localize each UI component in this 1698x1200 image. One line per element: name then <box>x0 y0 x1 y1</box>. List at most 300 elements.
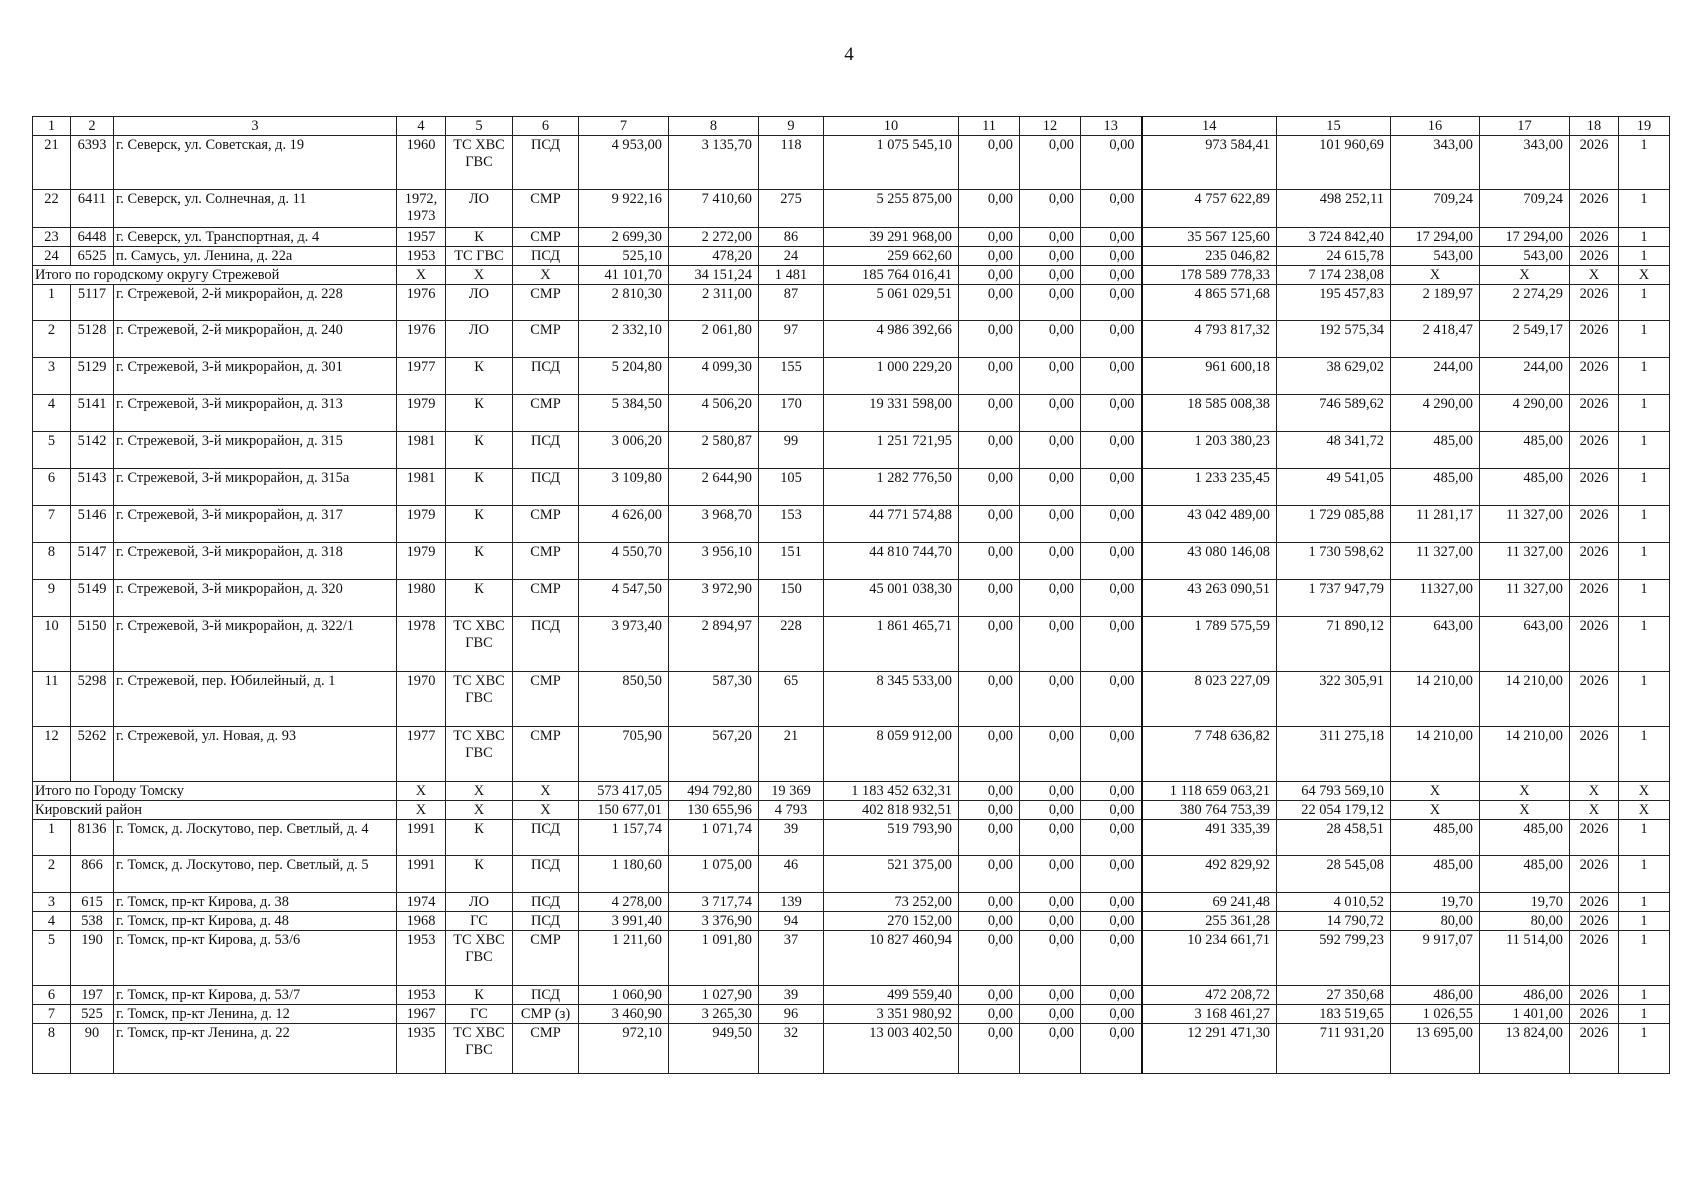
table-cell-col-residents: 39 <box>759 986 824 1005</box>
table-cell-col-id: 8136 <box>71 820 114 856</box>
table-cell-col-id: 5117 <box>71 285 114 321</box>
table-cell-col-year: 1968 <box>397 912 446 931</box>
table-cell-col-fund-federal: 0,00 <box>959 190 1020 228</box>
table-cell-col-cost-total: 45 001 038,30 <box>824 580 959 617</box>
table-cell-col-fund-owners: 35 567 125,60 <box>1142 228 1277 247</box>
table-cell-col-cost-total: 185 764 016,41 <box>824 266 959 285</box>
table-cell-col-work-type: ЛО <box>446 321 513 358</box>
table-cell-col-area-living: 567,20 <box>669 727 759 782</box>
table-row <box>33 1024 1670 1074</box>
table-cell-col-fund-other: 1 729 085,88 <box>1277 506 1391 543</box>
table-cell-col-unit-cost: 4 290,00 <box>1391 395 1480 432</box>
table-cell-col-id: 5143 <box>71 469 114 506</box>
table-row <box>33 285 1670 321</box>
table-cell-col-num: 9 <box>33 580 71 617</box>
table-cell-col-work-type: ТС ХВС ГВС <box>446 727 513 782</box>
table-cell-col-stage: ПСД <box>513 820 579 856</box>
table-cell-col-unit-cost: 244,00 <box>1391 358 1480 395</box>
table-cell-col-fund-other: 3 724 842,40 <box>1277 228 1391 247</box>
table-row <box>33 358 1670 395</box>
table-cell-col-year-plan: 2026 <box>1570 617 1619 672</box>
table-cell-col-fund-other: 7 174 238,08 <box>1277 266 1391 285</box>
table-cell-col-id: 5149 <box>71 580 114 617</box>
table-cell-col-area-total: 525,10 <box>579 247 669 266</box>
table-cell-col-fund-federal: 0,00 <box>959 321 1020 358</box>
table-cell-col-fund-other: 48 341,72 <box>1277 432 1391 469</box>
table-cell-col-num: 11 <box>33 672 71 727</box>
table-cell-col-address: г. Томск, пр-кт Кирова, д. 38 <box>114 893 397 912</box>
table-cell-col-num: 21 <box>33 136 71 190</box>
table-cell-col-max-unit-cost: 2 549,17 <box>1480 321 1570 358</box>
table-cell-col-fund-federal: 0,00 <box>959 801 1020 820</box>
table-cell-col-residents: 118 <box>759 136 824 190</box>
table-cell-col-area-total: 1 157,74 <box>579 820 669 856</box>
table-cell-col-year-plan: 2026 <box>1570 395 1619 432</box>
header-cell-col-flag: 19 <box>1619 117 1670 136</box>
table-row <box>33 432 1670 469</box>
table-cell-col-work-type: ТС ХВС ГВС <box>446 617 513 672</box>
table-cell-col-cost-total: 5 061 029,51 <box>824 285 959 321</box>
table-cell-col-area-living: 2 311,00 <box>669 285 759 321</box>
table-cell-col-fund-federal: 0,00 <box>959 285 1020 321</box>
table-cell-col-fund-federal: 0,00 <box>959 580 1020 617</box>
table-cell-col-flag: 1 <box>1619 506 1670 543</box>
table-cell-col-fund-local: 0,00 <box>1081 782 1142 801</box>
table-cell-col-num: 6 <box>33 986 71 1005</box>
table-cell-col-year-plan: 2026 <box>1570 820 1619 856</box>
table-cell-col-max-unit-cost: 486,00 <box>1480 986 1570 1005</box>
table-cell-col-fund-regional: 0,00 <box>1020 856 1081 893</box>
table-total-row <box>33 801 1670 820</box>
table-cell-col-flag: 1 <box>1619 432 1670 469</box>
table-cell-col-fund-federal: 0,00 <box>959 893 1020 912</box>
table-cell-col-flag: 1 <box>1619 136 1670 190</box>
table-cell-col-year: 1980 <box>397 580 446 617</box>
table-cell-col-area-total: 2 332,10 <box>579 321 669 358</box>
table-cell-col-fund-other: 27 350,68 <box>1277 986 1391 1005</box>
table-cell-col-work-type: Х <box>446 801 513 820</box>
table-cell-col-year: 1976 <box>397 321 446 358</box>
table-cell-col-year-plan: 2026 <box>1570 1005 1619 1024</box>
table-cell-col-area-total: 2 810,30 <box>579 285 669 321</box>
table-cell-col-stage: Х <box>513 266 579 285</box>
table-cell-col-flag: 1 <box>1619 893 1670 912</box>
table-cell-col-fund-local: 0,00 <box>1081 580 1142 617</box>
table-cell-col-num: 7 <box>33 1005 71 1024</box>
table-cell-col-area-total: 4 547,50 <box>579 580 669 617</box>
header-cell-col-fund-regional: 12 <box>1020 117 1081 136</box>
table-cell-col-year: 1979 <box>397 506 446 543</box>
table-cell-col-area-living: 587,30 <box>669 672 759 727</box>
table-cell-col-area-living: 3 717,74 <box>669 893 759 912</box>
table-cell-col-fund-federal: 0,00 <box>959 136 1020 190</box>
table-cell-col-fund-federal: 0,00 <box>959 617 1020 672</box>
table-cell-col-id: 190 <box>71 931 114 986</box>
table-cell-col-id: 90 <box>71 1024 114 1074</box>
table-cell-col-fund-other: 28 545,08 <box>1277 856 1391 893</box>
table-cell-col-address: г. Северск, ул. Солнечная, д. 11 <box>114 190 397 228</box>
table-cell-col-unit-cost: 14 210,00 <box>1391 672 1480 727</box>
table-cell-col-id: 5298 <box>71 672 114 727</box>
table-cell-col-flag: 1 <box>1619 285 1670 321</box>
table-cell-col-fund-regional: 0,00 <box>1020 247 1081 266</box>
table-cell-col-fund-owners: 4 757 622,89 <box>1142 190 1277 228</box>
table-cell-col-fund-regional: 0,00 <box>1020 1024 1081 1074</box>
table-row <box>33 986 1670 1005</box>
table-cell-col-num: 3 <box>33 358 71 395</box>
table-cell-col-area-living: 494 792,80 <box>669 782 759 801</box>
table-cell-col-fund-federal: 0,00 <box>959 912 1020 931</box>
table-cell-col-fund-regional: 0,00 <box>1020 801 1081 820</box>
table-cell-col-unit-cost: 485,00 <box>1391 432 1480 469</box>
table-cell-col-cost-total: 5 255 875,00 <box>824 190 959 228</box>
table-cell-col-cost-total: 1 282 776,50 <box>824 469 959 506</box>
table-row <box>33 1005 1670 1024</box>
table-cell-col-fund-other: 28 458,51 <box>1277 820 1391 856</box>
table-cell-col-work-type: К <box>446 358 513 395</box>
table-cell-col-flag: 1 <box>1619 247 1670 266</box>
table-cell-col-cost-total: 13 003 402,50 <box>824 1024 959 1074</box>
page-number: 4 <box>844 44 854 65</box>
table-cell-col-max-unit-cost: 14 210,00 <box>1480 727 1570 782</box>
table-cell-col-num: 1 <box>33 820 71 856</box>
table-cell-col-area-living: 1 091,80 <box>669 931 759 986</box>
table-cell-col-address: г. Стрежевой, 2-й микрорайон, д. 228 <box>114 285 397 321</box>
table-cell-col-fund-other: 195 457,83 <box>1277 285 1391 321</box>
table-cell-col-max-unit-cost: 19,70 <box>1480 893 1570 912</box>
table-cell-col-stage: СМР (з) <box>513 1005 579 1024</box>
table-cell-col-fund-local: 0,00 <box>1081 543 1142 580</box>
table-cell-col-cost-total: 8 345 533,00 <box>824 672 959 727</box>
table-cell-col-residents: 46 <box>759 856 824 893</box>
table-cell-col-unit-cost: Х <box>1391 801 1480 820</box>
table-cell-col-work-type: К <box>446 506 513 543</box>
table-cell-col-cost-total: 259 662,60 <box>824 247 959 266</box>
table-cell-col-fund-regional: 0,00 <box>1020 266 1081 285</box>
table-cell-col-id: 197 <box>71 986 114 1005</box>
table-cell-col-max-unit-cost: 2 274,29 <box>1480 285 1570 321</box>
table-cell-col-fund-other: 24 615,78 <box>1277 247 1391 266</box>
table-cell-col-id: 5147 <box>71 543 114 580</box>
table-cell-col-id: 6393 <box>71 136 114 190</box>
table-cell-col-flag: 1 <box>1619 727 1670 782</box>
table-cell-col-fund-owners: 178 589 778,33 <box>1142 266 1277 285</box>
table-cell-col-fund-other: 711 931,20 <box>1277 1024 1391 1074</box>
table-cell-col-fund-federal: 0,00 <box>959 358 1020 395</box>
table-cell-col-area-total: 4 953,00 <box>579 136 669 190</box>
table-cell-col-fund-owners: 7 748 636,82 <box>1142 727 1277 782</box>
table-cell-col-num: 5 <box>33 931 71 986</box>
table-cell-col-unit-cost: 2 418,47 <box>1391 321 1480 358</box>
table-cell-col-address: г. Стрежевой, 3-й микрорайон, д. 320 <box>114 580 397 617</box>
table-cell-col-area-total: 9 922,16 <box>579 190 669 228</box>
table-cell-col-work-type: К <box>446 986 513 1005</box>
table-cell-col-year: 1970 <box>397 672 446 727</box>
table-cell-col-year: 1953 <box>397 247 446 266</box>
table-row <box>33 228 1670 247</box>
table-cell-col-year: 1960 <box>397 136 446 190</box>
table-cell-col-fund-federal: 0,00 <box>959 543 1020 580</box>
header-cell-col-area-total: 7 <box>579 117 669 136</box>
table-cell-col-flag: 1 <box>1619 856 1670 893</box>
table-cell-col-unit-cost: 9 917,07 <box>1391 931 1480 986</box>
table-cell-col-year: 1976 <box>397 285 446 321</box>
table-cell-col-address: г. Томск, пр-кт Ленина, д. 22 <box>114 1024 397 1074</box>
table-cell-col-fund-owners: 4 793 817,32 <box>1142 321 1277 358</box>
table-cell-col-cost-total: 10 827 460,94 <box>824 931 959 986</box>
table-cell-col-residents: 37 <box>759 931 824 986</box>
table-cell-col-area-living: 2 580,87 <box>669 432 759 469</box>
table-cell-col-year-plan: 2026 <box>1570 1024 1619 1074</box>
table-cell-col-year-plan: 2026 <box>1570 469 1619 506</box>
table-cell-col-year-plan: 2026 <box>1570 136 1619 190</box>
table-cell-col-fund-regional: 0,00 <box>1020 782 1081 801</box>
table-cell-col-address: г. Стрежевой, 3-й микрорайон, д. 318 <box>114 543 397 580</box>
table-cell-col-fund-federal: 0,00 <box>959 395 1020 432</box>
table-cell-col-fund-local: 0,00 <box>1081 672 1142 727</box>
table-cell-col-fund-owners: 18 585 008,38 <box>1142 395 1277 432</box>
table-cell-col-address: г. Стрежевой, 2-й микрорайон, д. 240 <box>114 321 397 358</box>
table-row <box>33 820 1670 856</box>
table-cell-col-flag: 1 <box>1619 395 1670 432</box>
table-cell-col-max-unit-cost: 343,00 <box>1480 136 1570 190</box>
table-cell-col-fund-regional: 0,00 <box>1020 358 1081 395</box>
table-row <box>33 672 1670 727</box>
table-cell-col-work-type: К <box>446 432 513 469</box>
table-cell-col-work-type: Х <box>446 782 513 801</box>
table-cell-col-residents: 94 <box>759 912 824 931</box>
table-cell-col-max-unit-cost: 485,00 <box>1480 856 1570 893</box>
table-cell-col-year-plan: 2026 <box>1570 285 1619 321</box>
table-cell-col-fund-federal: 0,00 <box>959 782 1020 801</box>
table-cell-col-unit-cost: 11 281,17 <box>1391 506 1480 543</box>
table-cell-col-unit-cost: 343,00 <box>1391 136 1480 190</box>
table-cell-col-fund-other: 71 890,12 <box>1277 617 1391 672</box>
table-cell-col-fund-other: 311 275,18 <box>1277 727 1391 782</box>
table-cell-col-fund-local: 0,00 <box>1081 617 1142 672</box>
header-cell-col-work-type: 5 <box>446 117 513 136</box>
table-cell-col-flag: 1 <box>1619 228 1670 247</box>
table-cell-col-cost-total: 499 559,40 <box>824 986 959 1005</box>
table-cell-col-year: 1967 <box>397 1005 446 1024</box>
table-cell-col-work-type: ТС ХВС ГВС <box>446 931 513 986</box>
table-cell-col-area-living: 4 506,20 <box>669 395 759 432</box>
table-cell-col-stage: СМР <box>513 672 579 727</box>
table-cell-col-flag: 1 <box>1619 617 1670 672</box>
table-cell-col-unit-cost: 11327,00 <box>1391 580 1480 617</box>
table-cell-col-flag: 1 <box>1619 190 1670 228</box>
table-cell-col-address: г. Стрежевой, 3-й микрорайон, д. 317 <box>114 506 397 543</box>
table-cell-col-fund-regional: 0,00 <box>1020 727 1081 782</box>
table-cell-col-max-unit-cost: 17 294,00 <box>1480 228 1570 247</box>
table-cell-col-flag: Х <box>1619 782 1670 801</box>
table-cell-col-residents: 155 <box>759 358 824 395</box>
table-cell-col-stage: ПСД <box>513 432 579 469</box>
table-cell-col-fund-regional: 0,00 <box>1020 321 1081 358</box>
table-cell-col-fund-owners: 380 764 753,39 <box>1142 801 1277 820</box>
table-cell-col-fund-federal: 0,00 <box>959 266 1020 285</box>
table-header-row <box>33 117 1670 136</box>
header-cell-col-fund-owners: 14 <box>1142 117 1277 136</box>
table-cell-col-year: 1978 <box>397 617 446 672</box>
table-cell-col-stage: Х <box>513 782 579 801</box>
table-row <box>33 506 1670 543</box>
table-cell-col-fund-other: 1 730 598,62 <box>1277 543 1391 580</box>
table-cell-col-work-type: ТС ХВС ГВС <box>446 672 513 727</box>
table-cell-col-year-plan: 2026 <box>1570 931 1619 986</box>
table-cell-col-year-plan: 2026 <box>1570 672 1619 727</box>
table-cell-col-residents: 151 <box>759 543 824 580</box>
table-cell-col-fund-other: 592 799,23 <box>1277 931 1391 986</box>
table-cell-col-stage: СМР <box>513 506 579 543</box>
table-cell-col-id: 5129 <box>71 358 114 395</box>
table-cell-col-fund-local: 0,00 <box>1081 931 1142 986</box>
table-cell-col-area-total: 5 384,50 <box>579 395 669 432</box>
table-cell-col-work-type: К <box>446 469 513 506</box>
table-cell-col-fund-other: 64 793 569,10 <box>1277 782 1391 801</box>
table-cell-col-unit-cost: Х <box>1391 266 1480 285</box>
table-cell-col-num: 7 <box>33 506 71 543</box>
table-cell-col-id: 5128 <box>71 321 114 358</box>
table-cell-col-year-plan: 2026 <box>1570 247 1619 266</box>
table-row <box>33 543 1670 580</box>
table-cell-col-num: 23 <box>33 228 71 247</box>
table-cell-col-stage: Х <box>513 801 579 820</box>
table-cell-col-max-unit-cost: 1 401,00 <box>1480 1005 1570 1024</box>
table-cell-col-num: 24 <box>33 247 71 266</box>
table-cell-col-fund-local: 0,00 <box>1081 395 1142 432</box>
table-cell-col-fund-owners: 8 023 227,09 <box>1142 672 1277 727</box>
header-cell-col-num: 1 <box>33 117 71 136</box>
table-row <box>33 190 1670 228</box>
table-cell-col-year: Х <box>397 782 446 801</box>
table-cell-col-unit-cost: 2 189,97 <box>1391 285 1480 321</box>
table-cell-col-num: 8 <box>33 1024 71 1074</box>
table-cell-col-area-total: 150 677,01 <box>579 801 669 820</box>
table-cell-col-residents: 87 <box>759 285 824 321</box>
table-cell-col-residents: 21 <box>759 727 824 782</box>
table-cell-col-area-living: 130 655,96 <box>669 801 759 820</box>
table-cell-col-id: 6525 <box>71 247 114 266</box>
table-cell-col-fund-local: 0,00 <box>1081 432 1142 469</box>
table-cell-col-max-unit-cost: 485,00 <box>1480 469 1570 506</box>
table-cell-col-unit-cost: 709,24 <box>1391 190 1480 228</box>
table-cell-col-flag: 1 <box>1619 672 1670 727</box>
table-cell-col-flag: 1 <box>1619 580 1670 617</box>
table-cell-col-year-plan: 2026 <box>1570 986 1619 1005</box>
table-cell-col-max-unit-cost: 485,00 <box>1480 820 1570 856</box>
table-cell-col-fund-local: 0,00 <box>1081 469 1142 506</box>
table-cell-col-num: 5 <box>33 432 71 469</box>
table-cell-col-stage: ПСД <box>513 136 579 190</box>
table-cell-col-year-plan: 2026 <box>1570 228 1619 247</box>
table-cell-col-year-plan: 2026 <box>1570 190 1619 228</box>
table-cell-col-stage: СМР <box>513 1024 579 1074</box>
table-cell-col-residents: 39 <box>759 820 824 856</box>
table-cell-col-work-type: ЛО <box>446 285 513 321</box>
table-cell-col-fund-regional: 0,00 <box>1020 893 1081 912</box>
header-cell-col-unit-cost: 16 <box>1391 117 1480 136</box>
table-cell-col-max-unit-cost: 11 327,00 <box>1480 506 1570 543</box>
table-cell-col-num: 4 <box>33 912 71 931</box>
table-cell-col-area-total: 1 060,90 <box>579 986 669 1005</box>
table-cell-col-max-unit-cost: 80,00 <box>1480 912 1570 931</box>
table-row <box>33 580 1670 617</box>
total-row-label: Кировский район <box>33 801 397 820</box>
table-cell-col-year-plan: 2026 <box>1570 543 1619 580</box>
table-cell-col-fund-local: 0,00 <box>1081 893 1142 912</box>
table-cell-col-year: Х <box>397 266 446 285</box>
table-cell-col-fund-owners: 255 361,28 <box>1142 912 1277 931</box>
table-cell-col-fund-other: 746 589,62 <box>1277 395 1391 432</box>
table-cell-col-fund-regional: 0,00 <box>1020 285 1081 321</box>
header-cell-col-max-unit-cost: 17 <box>1480 117 1570 136</box>
table-cell-col-id: 866 <box>71 856 114 893</box>
table-cell-col-fund-owners: 973 584,41 <box>1142 136 1277 190</box>
table-cell-col-max-unit-cost: 543,00 <box>1480 247 1570 266</box>
table-cell-col-fund-regional: 0,00 <box>1020 506 1081 543</box>
table-cell-col-area-total: 4 626,00 <box>579 506 669 543</box>
table-cell-col-residents: 139 <box>759 893 824 912</box>
table-cell-col-unit-cost: 485,00 <box>1391 856 1480 893</box>
table-cell-col-year: 1953 <box>397 931 446 986</box>
table-cell-col-unit-cost: Х <box>1391 782 1480 801</box>
table-cell-col-fund-local: 0,00 <box>1081 506 1142 543</box>
table-cell-col-cost-total: 1 000 229,20 <box>824 358 959 395</box>
table-cell-col-fund-other: 49 541,05 <box>1277 469 1391 506</box>
table-cell-col-work-type: Х <box>446 266 513 285</box>
table-cell-col-stage: ПСД <box>513 856 579 893</box>
table-cell-col-cost-total: 1 861 465,71 <box>824 617 959 672</box>
table-cell-col-fund-owners: 43 080 146,08 <box>1142 543 1277 580</box>
table-cell-col-fund-owners: 3 168 461,27 <box>1142 1005 1277 1024</box>
table-cell-col-year: 1991 <box>397 820 446 856</box>
table-cell-col-fund-owners: 43 263 090,51 <box>1142 580 1277 617</box>
header-cell-col-id: 2 <box>71 117 114 136</box>
table-cell-col-fund-other: 183 519,65 <box>1277 1005 1391 1024</box>
table-cell-col-area-living: 1 075,00 <box>669 856 759 893</box>
table-cell-col-area-living: 3 956,10 <box>669 543 759 580</box>
table-cell-col-fund-owners: 472 208,72 <box>1142 986 1277 1005</box>
table-cell-col-year-plan: Х <box>1570 801 1619 820</box>
table-cell-col-fund-regional: 0,00 <box>1020 912 1081 931</box>
table-cell-col-fund-other: 498 252,11 <box>1277 190 1391 228</box>
table-cell-col-max-unit-cost: 13 824,00 <box>1480 1024 1570 1074</box>
total-row-label: Итого по городскому округу Стрежевой <box>33 266 397 285</box>
table-cell-col-fund-owners: 4 865 571,68 <box>1142 285 1277 321</box>
table-cell-col-fund-regional: 0,00 <box>1020 931 1081 986</box>
table-cell-col-year-plan: 2026 <box>1570 727 1619 782</box>
table-cell-col-area-living: 3 968,70 <box>669 506 759 543</box>
table-cell-col-fund-federal: 0,00 <box>959 931 1020 986</box>
table-cell-col-work-type: ТС ГВС <box>446 247 513 266</box>
table-cell-col-residents: 65 <box>759 672 824 727</box>
table-cell-col-year-plan: 2026 <box>1570 358 1619 395</box>
table-cell-col-stage: ПСД <box>513 893 579 912</box>
table-cell-col-residents: 24 <box>759 247 824 266</box>
table-cell-col-area-living: 478,20 <box>669 247 759 266</box>
table-cell-col-max-unit-cost: Х <box>1480 801 1570 820</box>
table-cell-col-residents: 170 <box>759 395 824 432</box>
table-cell-col-fund-owners: 1 789 575,59 <box>1142 617 1277 672</box>
table-row <box>33 469 1670 506</box>
table-cell-col-year-plan: 2026 <box>1570 856 1619 893</box>
table-cell-col-fund-federal: 0,00 <box>959 469 1020 506</box>
table-cell-col-year-plan: 2026 <box>1570 506 1619 543</box>
table-cell-col-fund-local: 0,00 <box>1081 856 1142 893</box>
table-cell-col-fund-local: 0,00 <box>1081 912 1142 931</box>
table-cell-col-area-total: 3 991,40 <box>579 912 669 931</box>
